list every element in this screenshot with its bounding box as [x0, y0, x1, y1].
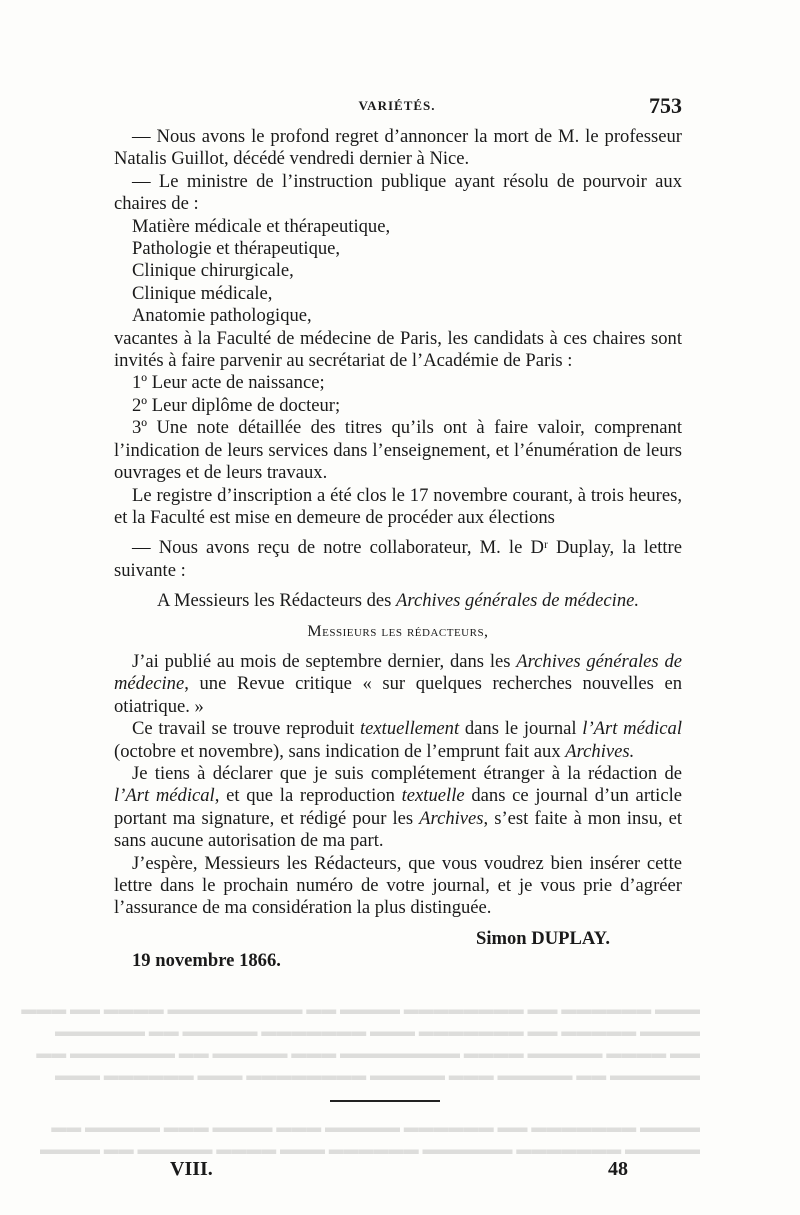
show-through-text: ▬▬▬▬▬▬ ▬▬ ▬▬▬▬▬ ▬▬▬ ▬▬▬▬▬ ▬▬▬▬▬▬▬▬ ▬▬▬ ▬▬▬▬▬▬ ▬▬▬	[55, 1068, 700, 1084]
show-through-text: ▬▬ ▬▬▬▬ ▬▬▬▬▬ ▬▬▬▬ ▬▬▬▬▬▬▬▬ ▬▬▬ ▬▬▬▬▬ ▬▬ ▬▬▬▬▬▬▬ ▬▬	[36, 1046, 700, 1062]
requirement-item: 3º Une note détaillée des titres qu’ils ont à faire valoir, comprenant l’indication de leurs services dans l’enseignement, et l’énumération de leurs ouvrages et de leurs travaux.	[114, 417, 682, 484]
letter-paragraph-1	[114, 651, 682, 718]
show-through-text: ▬▬▬▬▬ ▬▬▬▬▬▬▬ ▬▬▬▬▬▬ ▬▬▬▬▬▬ ▬▬▬ ▬▬▬▬ ▬▬▬▬▬ ▬▬ ▬▬▬▬	[40, 1142, 700, 1158]
gathering-number: 48	[608, 1158, 628, 1180]
italic-run: textuelle	[401, 785, 465, 807]
show-through-text: ▬▬▬ ▬▬▬▬▬▬ ▬▬ ▬▬▬▬▬▬▬▬ ▬▬▬▬ ▬▬ ▬▬▬▬▬▬▬▬▬ ▬▬▬▬ ▬▬ ▬▬▬	[21, 1002, 700, 1018]
volume-signature-mark: VIII.	[170, 1158, 213, 1180]
text-run: , une Revue critique « sur quelques recherches nouvelles en otiatrique. »	[114, 673, 682, 717]
italic-run: l’Art médical	[114, 785, 215, 807]
text-run: J’ai publié au mois de septembre dernier, dans les	[132, 650, 517, 672]
show-through-text: ▬▬▬▬ ▬▬▬▬▬▬▬ ▬▬ ▬▬▬▬▬▬ ▬▬▬▬▬ ▬▬▬ ▬▬▬▬ ▬▬▬ ▬▬▬▬▬ ▬▬	[51, 1120, 700, 1136]
text-run: , s’est faite à mon insu, et sans aucune autorisation de ma part.	[114, 807, 682, 852]
letter-salutation: Messieurs les rédacteurs,	[307, 622, 489, 640]
italic-run: l’Art médical	[582, 718, 682, 740]
paragraph-ministry: — Le ministre de l’instruction publique ayant résolu de pourvoir aux chaires de :	[114, 170, 682, 215]
italic-run: Archives générales de médecine	[114, 650, 682, 695]
signature-first-name: Simon	[476, 927, 527, 949]
show-through-text: ▬▬▬▬ ▬▬▬▬▬ ▬▬ ▬▬▬▬▬▬▬ ▬▬▬ ▬▬▬▬▬▬▬ ▬▬▬▬▬ ▬▬ ▬▬▬▬▬▬	[55, 1024, 700, 1040]
paragraph-vacancies: vacantes à la Faculté de médecine de Paris, les candidats à ces chaires sont invités à faire parvenir au secrétariat de l’Académie de Paris :	[114, 327, 682, 372]
address-prefix: A Messieurs les Rédacteurs des	[156, 590, 397, 612]
letter-paragraph-3	[114, 763, 682, 853]
chair-item: Anatomie pathologique,	[132, 305, 312, 327]
chair-item: Matière médicale et thérapeutique,	[132, 215, 391, 237]
running-title: VARIÉTÉS.	[358, 98, 436, 113]
italic-run: textuellement	[360, 718, 460, 740]
page-number: 753	[649, 93, 682, 118]
paragraph-letter-intro: — Nous avons reçu de notre collaborateur, M. le Dʳ Duplay, la lettre suivante :	[114, 537, 682, 581]
running-head	[112, 93, 682, 120]
requirement-item: 2º Leur diplôme de docteur;	[132, 394, 341, 416]
text-run: dans ce journal d’un article portant ma signature, et rédigé pour les	[114, 785, 683, 829]
letter-signature	[114, 928, 682, 950]
page-footer	[170, 1158, 628, 1186]
section-divider	[330, 1100, 440, 1102]
chair-item: Clinique médicale,	[132, 282, 273, 304]
signature-last-name: DUPLAY.	[526, 927, 610, 949]
body-text	[114, 126, 682, 973]
text-run: (octobre et novembre), sans indication de l’emprunt fait aux	[114, 740, 566, 762]
letter-date: 19 novembre 1866.	[132, 950, 281, 972]
letter-paragraph-4: J’espère, Messieurs les Rédacteurs, que vous voudrez bien insérer cette lettre dans le prochain numéro de votre journal, et je vous prie d’agréer l’assurance de ma considération la plus distinguée.	[114, 852, 682, 919]
chair-item: Clinique chirurgicale,	[132, 260, 294, 282]
address-journal: Archives générales de médecine.	[396, 590, 640, 612]
text-run: Je tiens à déclarer que je suis complétement étranger à la rédaction de	[132, 762, 682, 784]
paragraph-registry: Le registre d’inscription a été clos le 17 novembre courant, à trois heures, et la Faculté est mise en demeure de procéder aux élections	[114, 484, 682, 528]
text-run: dans le journal	[459, 718, 583, 740]
text-run: Ce travail se trouve reproduit	[132, 718, 361, 740]
letter-address	[114, 590, 682, 612]
text-run: , et que la reproduction	[214, 785, 402, 807]
letter-paragraph-2	[114, 718, 682, 763]
requirement-item: 1º Leur acte de naissance;	[132, 372, 325, 394]
paragraph-death-notice: — Nous avons le profond regret d’annoncer la mort de M. le professeur Natalis Guillot, décédé vendredi dernier à Nice.	[114, 126, 682, 170]
italic-run: Archives.	[565, 740, 635, 762]
italic-run: Archives	[419, 807, 484, 829]
chair-item: Pathologie et thérapeutique,	[132, 238, 341, 260]
